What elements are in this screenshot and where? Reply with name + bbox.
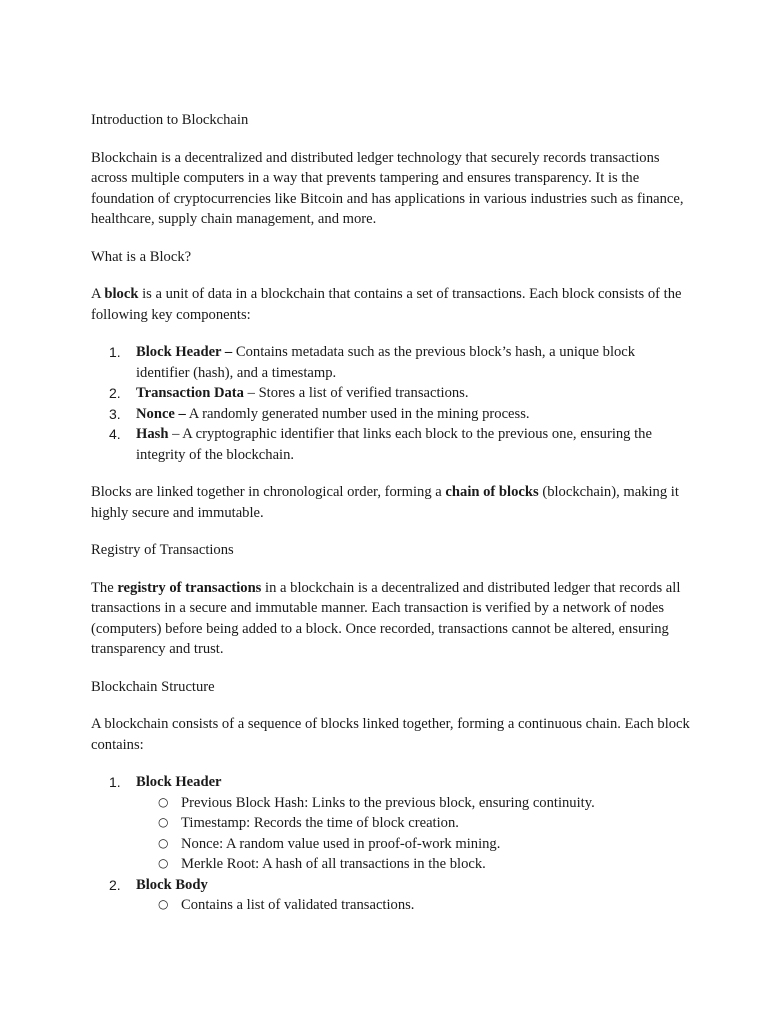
block-components-list: [91, 342, 691, 465]
circle-bullet-icon: ○: [158, 835, 169, 850]
list-number: 2.: [109, 385, 121, 401]
intro-heading: Introduction to Blockchain: [91, 112, 249, 128]
registry-pre: The: [91, 579, 118, 596]
list-item: [91, 383, 691, 404]
structure-list: [91, 772, 691, 916]
list-item: [91, 404, 691, 425]
block-paragraph-pre: A: [91, 286, 105, 302]
sub-item-text: Previous Block Hash: Links to the previous block, ensuring continuity.: [181, 794, 595, 811]
closing-bold: chain of blocks: [445, 484, 539, 500]
sub-list-item: [136, 854, 691, 875]
registry-heading: Registry of Transactions: [91, 542, 234, 558]
sub-item-text: Nonce: A random value used in proof-of-work mining.: [181, 835, 501, 852]
sub-list-item: [136, 895, 691, 916]
sub-list-item: [136, 813, 691, 834]
list-number: 4.: [109, 426, 121, 442]
registry-post: in a blockchain is a decentralized and distributed ledger that records all transactions in a secure and immutable manner. Each transaction is verified by a network of nodes (computers) before being added to a block. Once recorded, transactions cannot be altered, ensuring transparency and trust.: [91, 579, 681, 657]
block-paragraph: [91, 284, 691, 325]
circle-bullet-icon: ○: [158, 897, 169, 911]
list-desc: – Stores a list of verified transactions.: [243, 385, 469, 401]
list-term: Block Body: [136, 876, 208, 893]
circle-bullet-icon: ○: [158, 856, 169, 870]
list-term: Hash: [136, 426, 169, 442]
structure-paragraph: A blockchain consists of a sequence of blocks linked together, forming a continuous chain. Each block contains:: [91, 716, 690, 753]
list-number: 1.: [109, 774, 121, 790]
list-number: 3.: [109, 405, 121, 422]
list-item: [91, 342, 691, 383]
sub-list: [136, 895, 691, 916]
list-term: Transaction Data: [136, 385, 244, 401]
list-number: 1.: [109, 344, 121, 360]
block-paragraph-bold: block: [104, 286, 139, 302]
list-desc: – A cryptographic identifier that links each block to the previous one, ensuring the integrity of the blockchain.: [136, 426, 652, 463]
sub-list-item: [136, 834, 691, 855]
circle-bullet-icon: ○: [158, 794, 169, 809]
structure-heading: Blockchain Structure: [91, 678, 215, 695]
document-body: [91, 110, 691, 933]
closing-pre: Blocks are linked together in chronological order, forming a: [91, 484, 446, 500]
block-heading: What is a Block?: [91, 248, 192, 265]
sub-item-text: Timestamp: Records the time of block creation.: [181, 815, 459, 831]
list-desc: Contains metadata such as the previous block’s hash, a unique block identifier (hash), and a timestamp.: [136, 344, 636, 381]
sub-list-item: [136, 793, 691, 814]
list-item: [91, 772, 691, 875]
list-item: [91, 424, 691, 465]
block-paragraph-post: is a unit of data in a blockchain that contains a set of transactions. Each block consists of the following key components:: [91, 286, 682, 323]
registry-paragraph: [91, 578, 691, 660]
registry-bold: registry of transactions: [117, 579, 262, 596]
list-term: Nonce –: [136, 405, 186, 422]
sub-list: [136, 793, 691, 875]
list-item: [91, 875, 691, 916]
sub-item-text: Merkle Root: A hash of all transactions in the block.: [181, 856, 486, 872]
intro-paragraph: Blockchain is a decentralized and distributed ledger technology that securely records transactions across multiple computers in a way that prevents tampering and ensures transparency. It is the foundation of cryptocurrencies like Bitcoin and has applications in various industries such as finance, healthcare, supply chain management, and more.: [91, 149, 684, 227]
closing-post: (blockchain), making it highly secure and immutable.: [91, 484, 679, 521]
circle-bullet-icon: ○: [158, 815, 169, 829]
list-term: Block Header –: [136, 344, 233, 360]
list-number: 2.: [109, 876, 121, 893]
list-term: Block Header: [136, 774, 222, 790]
block-closing-paragraph: [91, 482, 691, 523]
sub-item-text: Contains a list of validated transactions.: [181, 897, 415, 913]
list-desc: A randomly generated number used in the mining process.: [185, 405, 530, 422]
